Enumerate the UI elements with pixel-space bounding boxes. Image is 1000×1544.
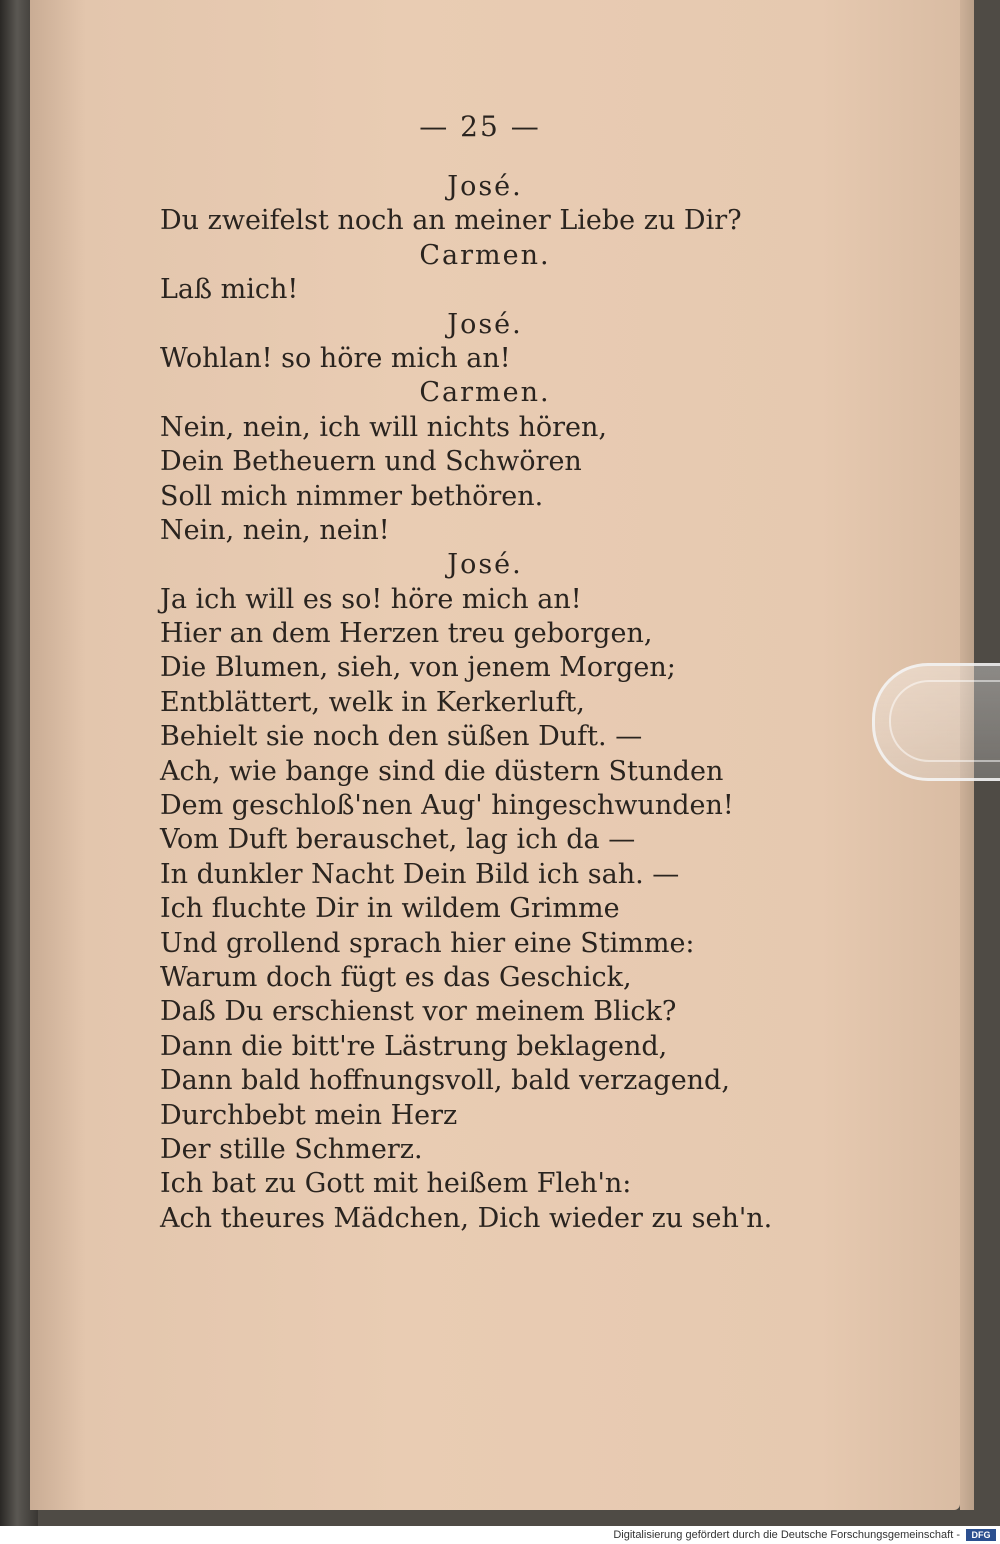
verse-line: Wohlan! so höre mich an!	[160, 342, 511, 374]
plastic-page-clip	[872, 663, 1000, 781]
verse-line: Entblättert, welk in Kerkerluft,	[160, 686, 585, 718]
speaker-heading: José.	[447, 549, 523, 581]
speaker-heading: Carmen.	[419, 377, 551, 409]
verse-line: Und grollend sprach hier eine Stimme:	[160, 927, 695, 959]
verse-line: Ach, wie bange sind die düstern Stunden	[160, 755, 724, 787]
verse-line: Ach theures Mädchen, Dich wieder zu seh'n.	[160, 1202, 773, 1234]
verse-line: In dunkler Nacht Dein Bild ich sah. —	[160, 858, 680, 890]
verse-line: Ich bat zu Gott mit heißem Fleh'n:	[160, 1168, 632, 1200]
verse-line: Dem geschloß'nen Aug' hingeschwunden!	[160, 790, 734, 822]
verse-line: Dein Betheuern und Schwören	[160, 446, 582, 478]
speaker-heading: José.	[447, 171, 523, 202]
verse-line: Durchbebt mein Herz	[160, 1099, 458, 1131]
verse-line: Die Blumen, sieh, von jenem Morgen;	[160, 652, 676, 684]
digitization-footer	[0, 1526, 1000, 1544]
libretto-text	[160, 170, 773, 1236]
speaker-heading: José.	[447, 308, 523, 340]
clip-highlight	[889, 680, 1000, 762]
verse-line: Der stille Schmerz.	[160, 1133, 423, 1165]
verse-line: Ich fluchte Dir in wildem Grimme	[160, 893, 620, 925]
verse-line: Soll mich nimmer bethören.	[160, 480, 544, 512]
verse-line: Dann die bitt're Lästrung beklagend,	[160, 1030, 668, 1062]
page-number: — 25 —	[419, 110, 541, 143]
verse-line: Behielt sie noch den süßen Duft. —	[160, 721, 643, 753]
verse-line: Du zweifelst noch an meiner Liebe zu Dir?	[160, 205, 742, 237]
verse-line: Warum doch fügt es das Geschick,	[160, 961, 632, 993]
speaker-heading: Carmen.	[419, 239, 551, 271]
dfg-logo: DFG	[966, 1529, 996, 1541]
verse-line: Nein, nein, nein!	[160, 514, 390, 546]
verse-line: Hier an dem Herzen treu geborgen,	[160, 618, 653, 650]
verse-line: Daß Du erschienst vor meinem Blick?	[160, 996, 677, 1028]
verse-line: Vom Duft berauschet, lag ich da —	[160, 824, 636, 856]
verse-line: Dann bald hoffnungsvoll, bald verzagend,	[160, 1065, 730, 1097]
verse-line: Nein, nein, ich will nichts hören,	[160, 411, 608, 443]
funding-credit: Digitalisierung gefördert durch die Deutsche Forschungsgemeinschaft -	[613, 1529, 960, 1541]
verse-line: Laß mich!	[160, 274, 299, 306]
verse-line: Ja ich will es so! höre mich an!	[160, 583, 582, 615]
